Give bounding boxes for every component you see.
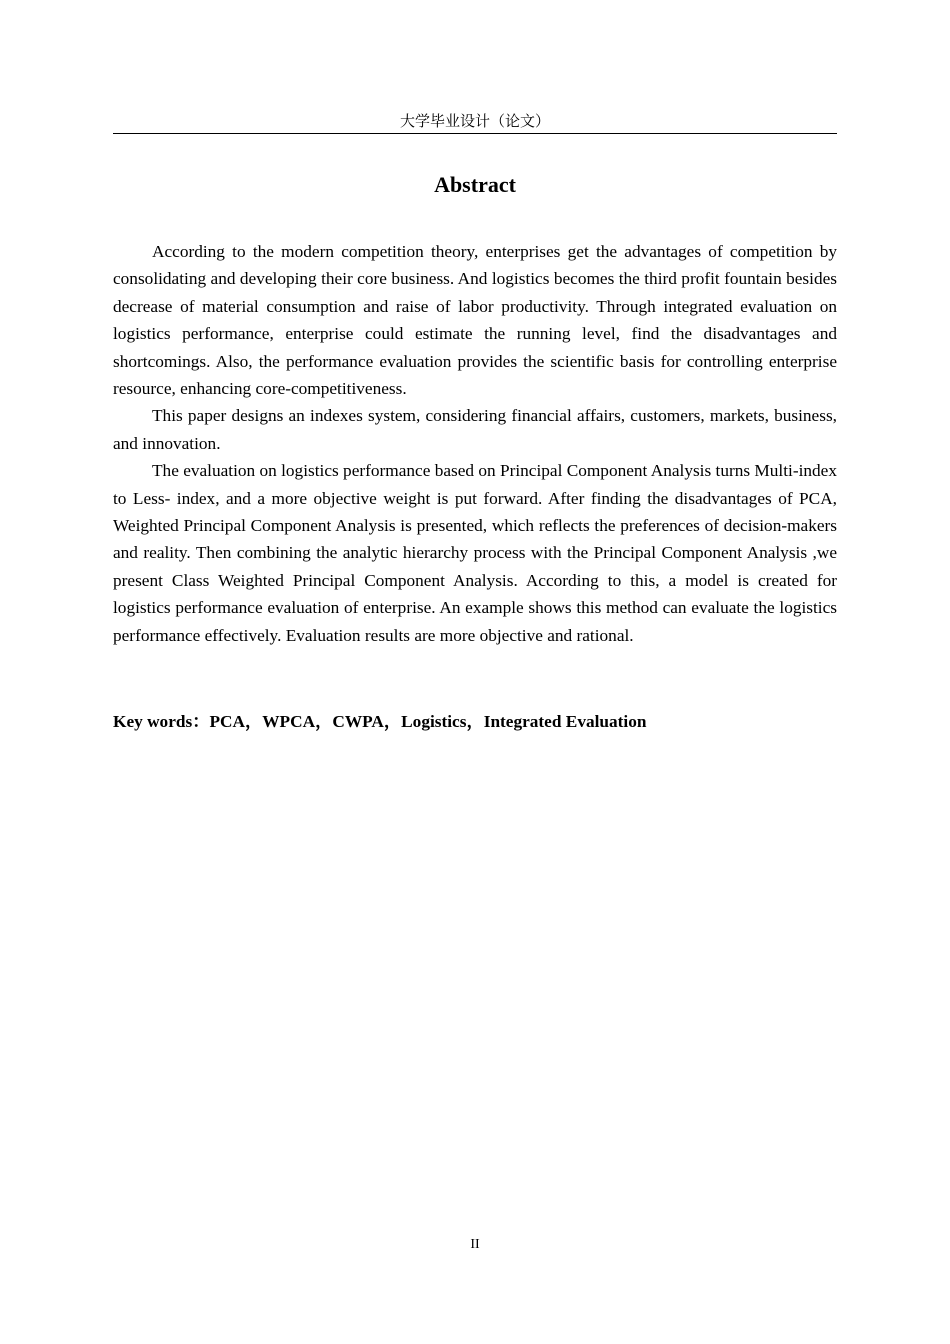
abstract-paragraph: This paper designs an indexes system, considering financial affairs, customers, markets, business, and innovation.	[113, 406, 837, 453]
running-header: 大学毕业设计（论文）	[113, 112, 837, 134]
page-number: II	[470, 1237, 480, 1252]
abstract-paragraph: The evaluation on logistics performance based on Principal Component Analysis turns Multi-index to Less- index, and a more objective weight is put forward. After finding the disadvantages of PCA, Weighted Principal Component Analysis is presented, which reflects the preferences of decision-makers and reality. Then combining the analytic hierarchy process with the Principal Component Analysis ,we present Class Weighted Principal Component Analysis. According to this, a model is created for logistics performance evaluation of enterprise. An example shows this method can evaluate the logistics performance effectively. Evaluation results are more objective and rational.	[113, 461, 837, 645]
abstract-title: Abstract	[434, 172, 516, 197]
abstract-body	[113, 238, 837, 649]
keywords-line: Key words：PCA，WPCA，CWPA，Logistics，Integrated Evaluation	[113, 712, 647, 731]
abstract-paragraph: According to the modern competition theory, enterprises get the advantages of competition by consolidating and developing their core business. And logistics becomes the third profit fountain besides decrease of material consumption and raise of labor productivity. Through integrated evaluation on logistics performance, enterprise could estimate the running level, find the disadvantages and shortcomings. Also, the performance evaluation provides the scientific basis for controlling enterprise resource, enhancing core-competitiveness.	[113, 242, 837, 399]
